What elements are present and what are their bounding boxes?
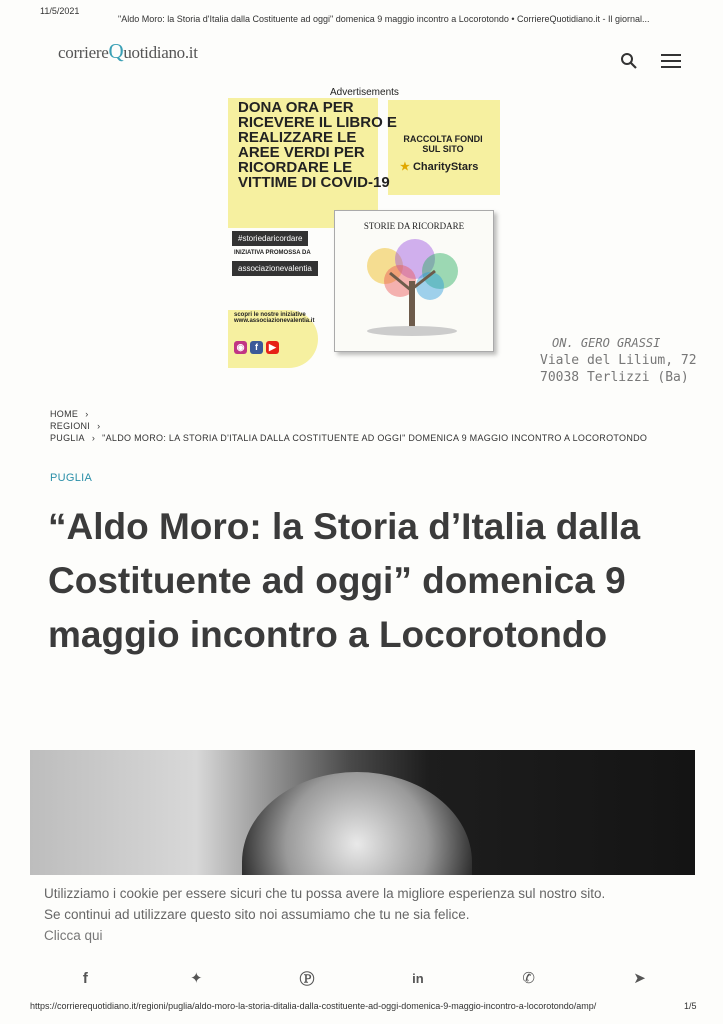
stamp-city: 70038 Terlizzi (Ba) — [540, 370, 689, 385]
stamp — [540, 335, 697, 386]
logo-text-uotidiano: uotidiano — [123, 43, 185, 62]
ad-charity-label: CharityStars — [412, 161, 479, 173]
breadcrumb-separator: › — [91, 433, 96, 443]
advertisement-banner[interactable] — [228, 98, 503, 370]
breadcrumb-separator: › — [85, 409, 89, 419]
charitystars-icon: ★ — [400, 161, 410, 173]
cookie-text-line2: Se continui ad utilizzare questo sito noi assumiamo che tu ne sia felice. — [44, 907, 470, 922]
pinterest-icon[interactable]: Ⓟ — [299, 970, 315, 988]
article-category[interactable]: PUGLIA — [50, 472, 93, 484]
ad-label: Advertisements — [330, 87, 399, 98]
cookie-link[interactable]: Clicca qui — [44, 928, 103, 943]
print-date: 11/5/2021 — [40, 6, 80, 16]
logo-text-it: .it — [184, 43, 198, 62]
tree-illustration — [335, 231, 485, 341]
breadcrumb-puglia[interactable]: PUGLIA — [50, 433, 85, 443]
site-header — [0, 36, 723, 80]
article-title: “Aldo Moro: la Storia d’Italia dalla Costituente ad oggi” domenica 9 maggio incontro a Locorotondo — [48, 506, 641, 655]
book-title: STORIE DA RICORDARE — [363, 221, 465, 231]
ad-promossa: INIZIATIVA PROMOSSA DA — [234, 250, 311, 256]
telegram-icon[interactable]: ➤ — [633, 970, 646, 987]
ad-site: www.associazionevalentia.it — [234, 318, 315, 324]
twitter-icon[interactable]: ✦ — [189, 970, 203, 987]
logo-text-q: Q — [108, 39, 124, 63]
logo-text-corriere: corriere — [58, 43, 109, 62]
share-bar — [30, 962, 695, 994]
breadcrumb-regioni[interactable]: REGIONI — [50, 421, 91, 431]
page-number: 1/5 — [684, 1001, 697, 1011]
breadcrumb — [50, 408, 647, 444]
youtube-icon[interactable]: ▶ — [266, 341, 279, 354]
print-title: "Aldo Moro: la Storia d'Italia dalla Costituente ad oggi" domenica 9 maggio incontro a Locorotondo • CorriereQuotidiano.it - Il giornal... — [118, 14, 650, 24]
photo-subject — [242, 772, 472, 875]
footer-url: https://corrierequotidiano.it/regioni/puglia/aldo-moro-la-storia-ditalia-dalla-costituente-ad-oggi-domenica-9-maggio-incontro-a-locorotondo/amp/ — [30, 1001, 597, 1011]
linkedin-icon[interactable]: in — [412, 970, 424, 986]
ad-association: associazionevalentia — [232, 261, 318, 276]
breadcrumb-home[interactable]: HOME — [50, 409, 79, 419]
instagram-icon[interactable]: ◉ — [234, 341, 247, 354]
cookie-text-line1: Utilizziamo i cookie per essere sicuri che tu possa avere la migliore esperienza sul nostro sito. — [44, 886, 606, 901]
ad-scopri — [234, 312, 314, 324]
cookie-banner — [30, 876, 695, 964]
ad-scopri-text: scopri le nostre iniziative — [234, 312, 306, 318]
search-icon[interactable] — [620, 52, 638, 70]
ad-charitystars — [400, 160, 478, 173]
site-logo[interactable] — [58, 39, 198, 64]
ad-social-icons — [234, 341, 279, 354]
ad-hashtag: #storiedaricordare — [232, 231, 308, 246]
article-photo — [30, 750, 695, 875]
facebook-icon[interactable]: f — [82, 969, 88, 987]
ad-raccolta: RACCOLTA FONDI SUL SITO — [403, 134, 483, 154]
stamp-name: ON. GERO GRASSI — [552, 336, 661, 350]
facebook-icon[interactable]: f — [250, 341, 263, 354]
breadcrumb-current: "ALDO MORO: LA STORIA D'ITALIA DALLA COSTITUENTE AD OGGI" DOMENICA 9 MAGGIO INCONTRO A LOCOROTONDO — [102, 433, 648, 443]
ad-book — [334, 210, 494, 352]
ad-headline: DONA ORA PER RICEVERE IL LIBRO E REALIZZARE LE AREE VERDI PER RICORDARE LE VITTIME DI COVID-19 — [238, 99, 397, 191]
menu-icon[interactable] — [660, 52, 682, 70]
breadcrumb-separator: › — [97, 421, 101, 431]
stamp-street: Viale del Lilium, 72 — [540, 353, 697, 368]
whatsapp-icon[interactable]: ✆ — [522, 970, 535, 987]
